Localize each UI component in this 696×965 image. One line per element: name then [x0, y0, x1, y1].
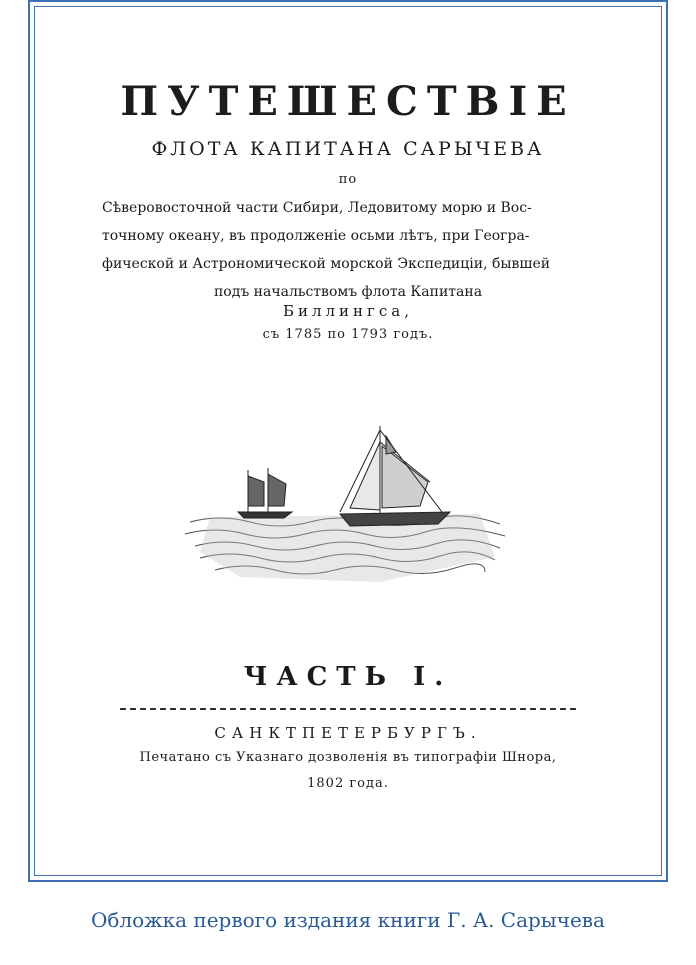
part-heading: ЧАСТЬ I. [243, 662, 453, 692]
preposition-line: по [338, 172, 358, 187]
page-frame [28, 0, 668, 882]
description-line: точному океану, въ продолженiе осьми лѣтъ, при Геогра- [102, 228, 530, 244]
billings-line: Биллингса, [282, 302, 414, 320]
main-ship [340, 426, 450, 526]
city-line: САНКТПЕТЕРБУРГЪ. [214, 724, 482, 742]
divider-rule [120, 708, 576, 710]
ship-engraving [180, 422, 510, 592]
title-page [30, 2, 666, 880]
sea-shading [200, 514, 495, 582]
imprint-line: Печатано съ Указнаго дозволенiя въ типографiи Шнора, [139, 750, 557, 765]
figure-caption: Обложка первого издания книги Г. А. Сарычева [91, 908, 605, 932]
description-line: фической и Астрономической морской Экспедицiи, бывшей [102, 256, 551, 272]
small-ship [238, 468, 292, 518]
publication-year: 1802 года. [307, 776, 389, 791]
description-paragraph [102, 194, 594, 306]
description-line: подъ начальствомъ флота Капитана [213, 284, 483, 300]
book-subtitle: ФЛОТА КАПИТАНА САРЫЧЕВА [151, 138, 545, 160]
description-line: Сѣверовосточной части Сибири, Ледовитому морю и Вос- [102, 200, 532, 216]
book-title: ПУТЕШЕСТВIЕ [120, 78, 576, 125]
years-line: съ 1785 по 1793 годъ. [262, 327, 434, 342]
